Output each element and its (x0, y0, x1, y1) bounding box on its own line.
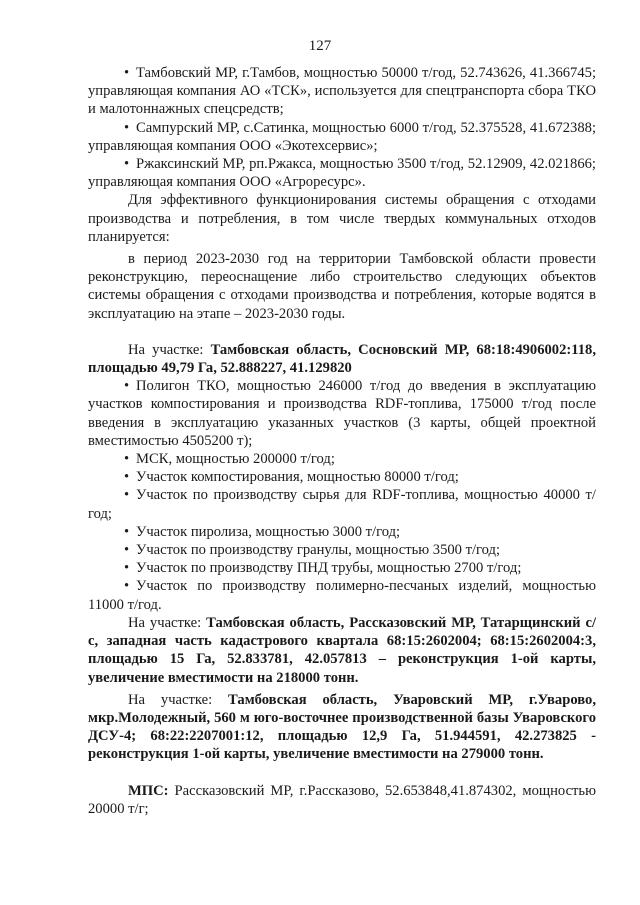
bullet-dot-icon: • (124, 542, 130, 559)
bullet-item (88, 450, 596, 468)
bullet-dot-icon: • (124, 523, 130, 540)
site-title: Тамбовская область, Уваровский МР, г.Уварово, мкр.Молодежный, 560 м юго-восточнее производственной базы Уваровского ДСУ-4; 68:22:2207001:12, площадью 12,9 Га, 51.944591, 42.273825 - реконструкция 1-ой карты, увеличение вместимости на 279000 тонн. (88, 691, 596, 763)
bullet-item (88, 119, 596, 155)
site-title: Тамбовская область, Рассказовский МР, Татарщинский с/с, западная часть кадастрового квартала 68:15:2602004; 68:15:2602004:3, площадью 15 Га, 52.833781, 42.057813 – реконструкция 1-ой карты, увеличение вместимости на 218000 тонн. (88, 614, 596, 686)
site-sosnovsky (88, 341, 596, 377)
bullet-item (88, 64, 596, 119)
bullet-item (88, 559, 596, 577)
bullet-text: Участок компостирования, мощностью 80000 т/год; (136, 469, 459, 486)
bullet-list-facilities (88, 377, 596, 614)
bullet-text: Участок по производству сырья для RDF-топлива, мощностью 40000 т/год; (88, 487, 596, 522)
bullet-item (88, 468, 596, 486)
bullet-item (88, 577, 596, 613)
site-rasskazovo (88, 614, 596, 687)
page-number: 127 (308, 38, 332, 54)
paragraph-period: в период 2023-2030 год на территории Тамбовской области провести реконструкцию, переоснащение либо строительство следующих объектов системы обращения с отходами производства и потребления, которые водятся в эксплуатацию на этапе – 2023-2030 годы. (88, 251, 596, 322)
paragraph-plan: Для эффективного функционирования системы обращения с отходами производства и потребления, в том числе твердых коммунальных отходов планируется: (88, 192, 596, 245)
bullet-dot-icon: • (124, 560, 130, 577)
bullet-text: Тамбовский МР, г.Тамбов, мощностью 50000 т/год, 52.743626, 41.366745; управляющая компания АО «ТСК», используется для спецтранспорта сбора ТКО и малотоннажных спецсредств; (88, 65, 596, 118)
bullet-text: Участок по производству полимерно-песчаных изделий, мощностью 11000 т/год. (88, 578, 596, 613)
bullet-text: Участок пиролиза, мощностью 3000 т/год; (136, 523, 401, 540)
bullet-item (88, 541, 596, 559)
mps-text: Рассказовский МР, г.Рассказово, 52.653848,41.874302, мощностью 20000 т/г; (88, 782, 596, 817)
bullet-text: Участок по производству ПНД трубы, мощностью 2700 т/год; (136, 560, 522, 577)
site-prefix: На участке: (128, 691, 229, 708)
document-body (88, 64, 596, 818)
bullet-dot-icon: • (124, 156, 130, 173)
bullet-item (88, 523, 596, 541)
site-uvarovo (88, 691, 596, 764)
bullet-item (88, 377, 596, 450)
bullet-dot-icon: • (124, 469, 130, 486)
mps-entry (88, 782, 596, 818)
bullet-dot-icon: • (124, 578, 130, 595)
site-prefix: На участке: (128, 341, 211, 358)
site-title: Тамбовская область, Сосновский МР, 68:18:4906002:118, площадью 49,79 Га, 52.888227, 41.129820 (88, 341, 596, 377)
mps-label: МПС: (128, 782, 169, 799)
bullet-item (88, 486, 596, 522)
bullet-text: Ржаксинский МР, рп.Ржакса, мощностью 3500 т/год, 52.12909, 42.021866; управляющая компания ООО «Агроресурс». (88, 156, 596, 191)
bullet-text: Сампурский МР, с.Сатинка, мощностью 6000 т/год, 52.375528, 41.672388; управляющая компания ООО «Экотехсервис»; (88, 119, 596, 154)
bullet-text: МСК, мощностью 200000 т/год; (136, 451, 335, 468)
bullet-text: Полигон ТКО, мощностью 246000 т/год до введения в эксплуатацию участков компостирования и производства RDF-топлива, 175000 т/год после введения в эксплуатацию указанных участков (3 карты, общей проектной вместимостью 4505200 т); (88, 378, 596, 449)
bullet-dot-icon: • (124, 451, 130, 468)
bullet-dot-icon: • (124, 119, 130, 136)
bullet-text: Участок по производству гранулы, мощностью 3500 т/год; (136, 542, 501, 559)
bullet-dot-icon: • (124, 378, 130, 395)
bullet-dot-icon: • (124, 65, 130, 81)
site-prefix: На участке: (128, 614, 207, 631)
bullet-item (88, 155, 596, 191)
bullet-dot-icon: • (124, 487, 130, 504)
bullet-list-stations (88, 64, 596, 191)
